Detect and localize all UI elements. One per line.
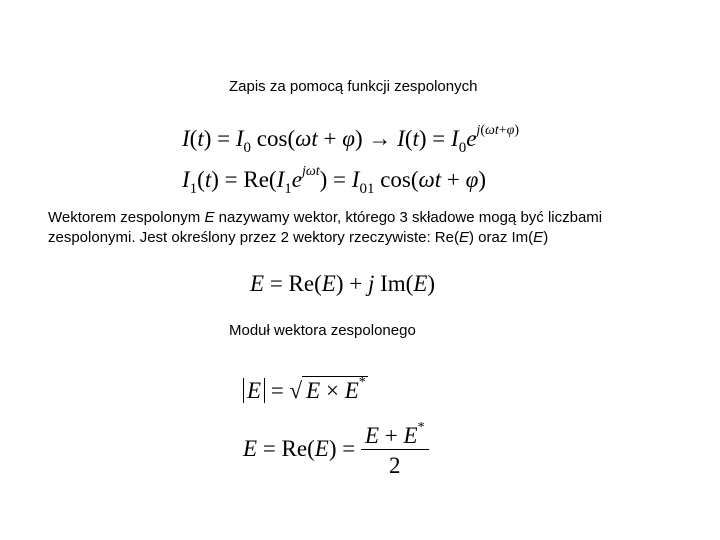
section-heading-vector-modulus: Moduł wektora zespolonego (229, 322, 416, 339)
equation-real-part-fraction: E = Re(E) = $\frac{E + E^*}{2}$ (243, 424, 429, 477)
equation-complex-vector: E = Re(E) + j Im(E) (250, 271, 436, 296)
complex-vector-definition (48, 208, 688, 248)
paragraph-variable: E (458, 229, 469, 246)
paragraph-variable: E (533, 229, 544, 246)
paragraph-text: ) oraz Im( (469, 229, 534, 246)
fraction: $\frac{E + E^*}{2}$ (361, 424, 429, 477)
equation-modulus: E = √ E × E* (243, 376, 368, 402)
section-heading-complex-notation: Zapis za pomocą funkcji zespolonych (229, 78, 478, 95)
paragraph-variable: E (204, 209, 215, 226)
equation-current-complex-form: $I(t) = I_0$ $\cos(\omega t + \varphi) \to I(t) = I_0e^{j(\omega t+\varphi)}$ (182, 123, 520, 156)
paragraph-text: Wektorem zespolonym (48, 209, 205, 226)
equation-current-real-part: $I_1(t) = Re(I_1e^{j\omega t}) = I_{01}$ cos(ωt + φ) (182, 164, 487, 197)
paragraph-text: nazywamy wektor, którego 3 składowe mogą być liczbami zespolonymi. Jest określony przez 2 wektory rzeczywiste: Re( (48, 209, 603, 246)
paragraph-text: ) (543, 229, 549, 246)
